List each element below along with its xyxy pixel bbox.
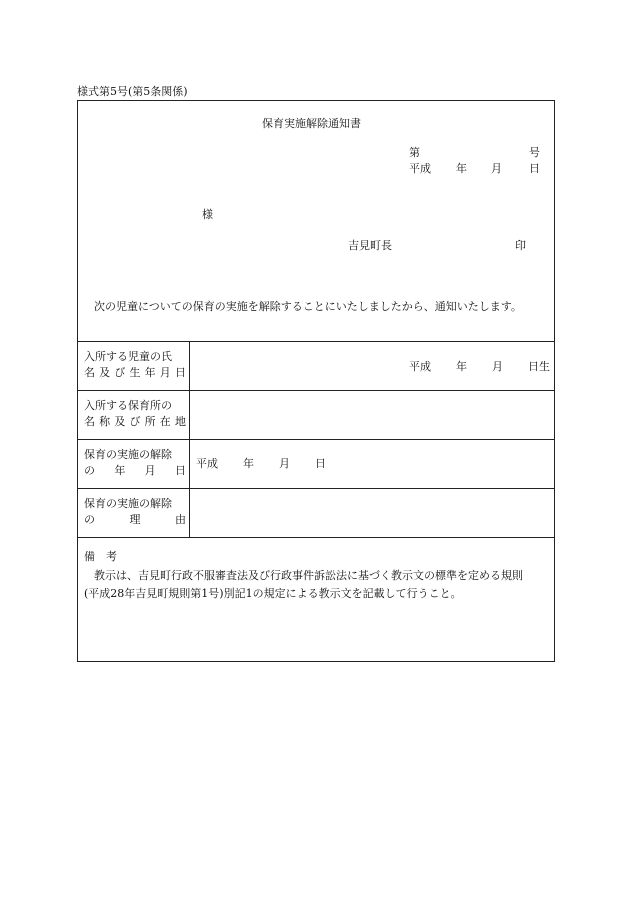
label-char: 及: [99, 366, 111, 379]
label-line: 保育の実施の解除: [84, 497, 172, 510]
label-char: 月: [159, 366, 171, 379]
table-row-label: [84, 447, 186, 479]
label-char: 名: [84, 415, 95, 428]
label-char: 月: [144, 464, 156, 477]
remarks-line: 教示は、吉見町行政不服審査法及び行政事件訴訟法に基づく教示文の標準を定める規則: [94, 569, 523, 582]
form-number-label: 様式第5号(第5条関係): [77, 85, 188, 98]
label-char: 在: [159, 415, 171, 428]
notice-number-prefix: 第: [409, 146, 420, 159]
notice-body-text: 次の児童についての保育の実施を解除することにいたしましたから、通知いたします。: [94, 300, 522, 313]
notice-number-suffix: 号: [529, 146, 540, 159]
addressee-suffix: 様: [202, 208, 213, 221]
label-char: 名: [84, 366, 95, 379]
label-char: 所: [144, 415, 156, 428]
birth-date-era: 平成: [409, 360, 431, 373]
column-divider: [189, 341, 190, 537]
label-char: び: [114, 366, 126, 379]
row-divider: [78, 439, 554, 440]
table-top-border: [78, 341, 554, 342]
release-date-month: 月: [279, 457, 290, 470]
label-char: の: [84, 464, 95, 477]
release-date-year: 年: [243, 457, 254, 470]
release-date-day: 日: [315, 457, 326, 470]
label-char: 年: [114, 464, 126, 477]
label-line: 入所する保育所の: [84, 399, 172, 412]
table-row-label: [84, 349, 186, 381]
release-date-era: 平成: [196, 457, 218, 470]
row-divider: [78, 488, 554, 489]
label-char: の: [84, 513, 95, 526]
seal-mark: 印: [515, 239, 526, 252]
label-char: 日: [174, 366, 186, 379]
label-char: び: [129, 415, 141, 428]
label-char: 日: [174, 464, 186, 477]
label-char: 由: [175, 513, 186, 526]
birth-date-day: 日生: [528, 360, 550, 373]
label-char: 生: [129, 366, 141, 379]
birth-date-year: 年: [456, 360, 467, 373]
label-char: 年: [144, 366, 156, 379]
table-row-label: [84, 398, 186, 430]
notice-form: [77, 100, 555, 662]
issuer-name: 吉見町長: [348, 239, 392, 252]
remarks-heading: 備 考: [84, 550, 117, 563]
notice-date-month: 月: [491, 162, 502, 175]
notice-date-year: 年: [456, 162, 467, 175]
row-divider: [78, 390, 554, 391]
label-line: 保育の実施の解除: [84, 448, 172, 461]
label-char: 称: [99, 415, 111, 428]
label-char: 地: [174, 415, 186, 428]
table-row-label: [84, 496, 186, 528]
label-char: 理: [129, 513, 141, 526]
remarks-line: (平成28年吉見町規則第1号)別記1の規定による教示文を記載して行うこと。: [84, 587, 462, 600]
table-bottom-border: [78, 537, 554, 538]
notice-date-era: 平成: [409, 162, 431, 175]
notice-title: 保育実施解除通知書: [262, 117, 361, 130]
label-line: 入所する児童の氏: [84, 350, 172, 363]
label-char: 及: [114, 415, 126, 428]
birth-date-month: 月: [492, 360, 503, 373]
notice-date-day: 日: [529, 162, 540, 175]
